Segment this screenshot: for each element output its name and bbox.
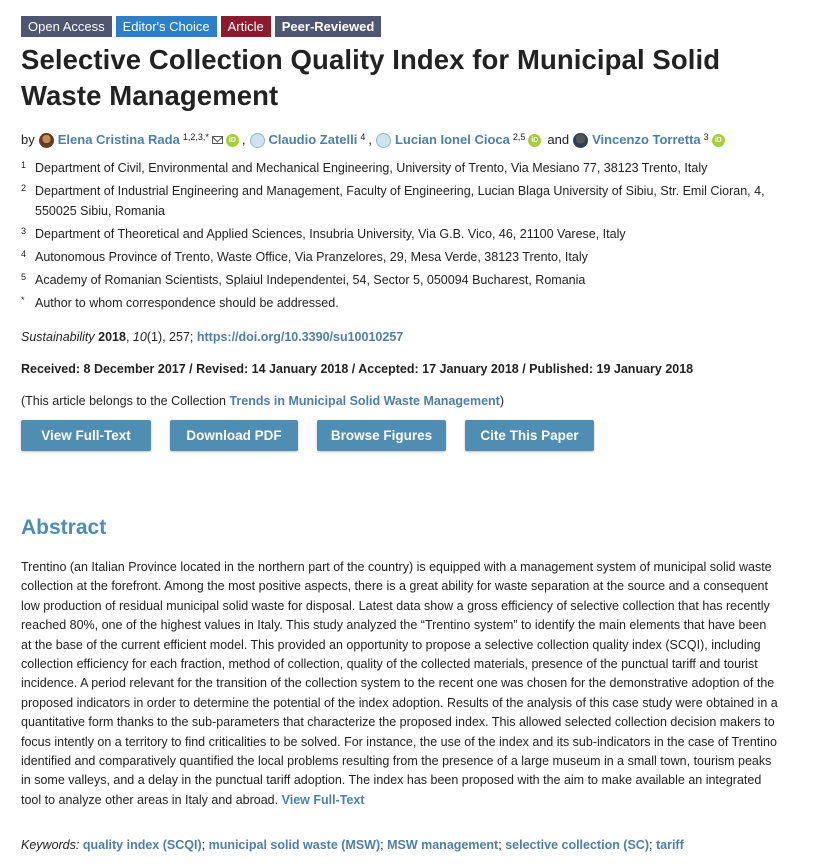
author-link-cioca[interactable]: Lucian Ionel Cioca: [394, 132, 510, 147]
affiliation: 5 Academy of Romanian Scientists, Splaiul Independentei, 54, Sector 5, 050094 Bucharest, Romania: [21, 272, 586, 287]
citation-year: 2018: [98, 330, 126, 344]
action-buttons: [21, 420, 801, 451]
keyword-link[interactable]: selective collection (SC): [505, 838, 650, 852]
author-link-torretta[interactable]: Vincenzo Torretta: [592, 132, 701, 147]
affiliation: * Author to whom correspondence should be addressed.: [21, 295, 339, 310]
author-affil-sup: 3: [703, 132, 709, 142]
article-type-badge: Article: [221, 16, 271, 37]
article-title: Selective Collection Quality Index for Municipal Solid Waste Management: [21, 44, 721, 111]
author-list: by Elena Cristina Rada $^{1,2,3,*}$ iD , Claudio Zatelli $^4$ , Lucian Ionel Cioca $^{2,5}$ iD and Vincenzo Torretta $^3$ iD: [21, 130, 801, 150]
keyword-link[interactable]: municipal solid waste (MSW): [208, 838, 381, 852]
author-link-zatelli[interactable]: Claudio Zatelli: [268, 132, 358, 147]
citation-issue: (1), 257;: [146, 330, 194, 344]
orcid-icon[interactable]: iD: [712, 134, 725, 147]
affiliation-list: [21, 158, 801, 313]
download-pdf-button[interactable]: Download PDF: [170, 420, 298, 451]
abstract-heading: Abstract: [21, 516, 107, 539]
author-affil-sup: 4: [360, 132, 366, 142]
citation-volume: 10: [132, 330, 147, 344]
open-access-badge[interactable]: Open Access: [21, 16, 112, 37]
affiliation: 4 Autonomous Province of Trento, Waste Office, Via Pranzelores, 29, Mesa Verde, 38123 Trento, Italy: [21, 249, 588, 264]
author-affil-sup: 2,5: [512, 132, 526, 142]
affiliation: 1 Department of Civil, Environmental and Mechanical Engineering, University of Trento, Via Mesiano 77, 38123 Trento, Italy: [21, 160, 708, 175]
by-label: by: [21, 132, 35, 147]
collection-link[interactable]: Trends in Municipal Solid Waste Management: [229, 394, 500, 408]
keywords-label: Keywords:: [21, 838, 80, 852]
abstract-text: Trentino (an Italian Province located in the northern part of the country) is equipped with a management system of municipal solid waste collection at the forefront. Among the most positive aspects, there is a great ability for waste separation at the source and a consequent low production of residual municipal solid waste for disposal. Latest data show a gross efficiency of selective collection that has recently reached 80%, one of the highest values in Italy. This study analyzed the “Trentino system” to identify the main elements that have been at the base of the current efficient model. This provided an opportunity to propose a selective collection quality index (SCQI), including collection efficiency for each fraction, method of collection, quality of the collected materials, presence of the punctual tariff and tourist incidence. A period relevant for the transition of the collection system to the recent one was chosen for the demonstrative adoption of the proposed indicators in order to determine the potential of the index adoption. Results of the analysis of this case study were obtained in a quantitative form thanks to the sub-parameters that characterize the proposed index. This allowed selected collection decision makers to focus intently on a territory to find criticalities to be solved. For instance, the use of the index and its sub-indicators in the case of Trentino identified and comparatively quantified the local problems resulting from the presence of a large museum in a small town, tourism peaks in some valleys, and a delay in the punctual tariff adoption. The index has been proposed with the aim to make available an integrated tool to analyze other areas in Italy and abroad. View Full-Text: [21, 560, 778, 807]
author-affil-sup: 1,2,3,*: [182, 132, 209, 142]
citation-line: Sustainability 2018, 10(1), 257; https://doi.org/10.3390/su10010257: [21, 330, 404, 344]
journal-name: Sustainability: [21, 330, 95, 344]
avatar: [376, 133, 391, 148]
browse-figures-button[interactable]: Browse Figures: [317, 420, 446, 451]
collection-line: (This article belongs to the Collection Trends in Municipal Solid Waste Management): [21, 394, 505, 408]
keywords-line: Keywords: quality index (SCQI); municipal solid waste (MSW); MSW management; selective collection (SC); tariff: [21, 838, 684, 852]
view-full-text-button[interactable]: View Full-Text: [21, 420, 151, 451]
affiliation: 2 Department of Industrial Engineering and Management, Faculty of Engineering, Lucian Blaga University of Sibiu, Str. Emil Cioran, 4, 550025 Sibiu, Romania: [21, 183, 765, 218]
avatar: [573, 133, 588, 148]
doi-link[interactable]: https://doi.org/10.3390/su10010257: [196, 330, 404, 344]
avatar: [39, 133, 54, 148]
cite-this-paper-button[interactable]: Cite This Paper: [465, 420, 594, 451]
keyword-link[interactable]: MSW management: [387, 838, 499, 852]
and-label: and: [547, 132, 570, 147]
publication-dates: Received: 8 December 2017 / Revised: 14 January 2018 / Accepted: 17 January 2018 / Published: 19 January 2018: [21, 362, 694, 376]
keyword-link[interactable]: quality index (SCQI): [82, 838, 202, 852]
badge-row: [21, 16, 801, 37]
keyword-link[interactable]: tariff: [655, 838, 684, 852]
avatar: [250, 133, 265, 148]
peer-reviewed-badge[interactable]: Peer-Reviewed: [275, 16, 382, 37]
orcid-icon[interactable]: iD: [226, 134, 239, 147]
editors-choice-badge[interactable]: Editor's Choice: [116, 16, 217, 37]
email-icon[interactable]: [212, 136, 223, 144]
affiliation: 3 Department of Theoretical and Applied Sciences, Insubria University, Via G.B. Vico, 46, 21100 Varese, Italy: [21, 226, 626, 241]
article-page: [21, 16, 801, 852]
author-link-rada[interactable]: Elena Cristina Rada: [57, 132, 180, 147]
orcid-icon[interactable]: iD: [528, 134, 541, 147]
abstract-view-full-text-link[interactable]: View Full-Text: [281, 792, 365, 807]
